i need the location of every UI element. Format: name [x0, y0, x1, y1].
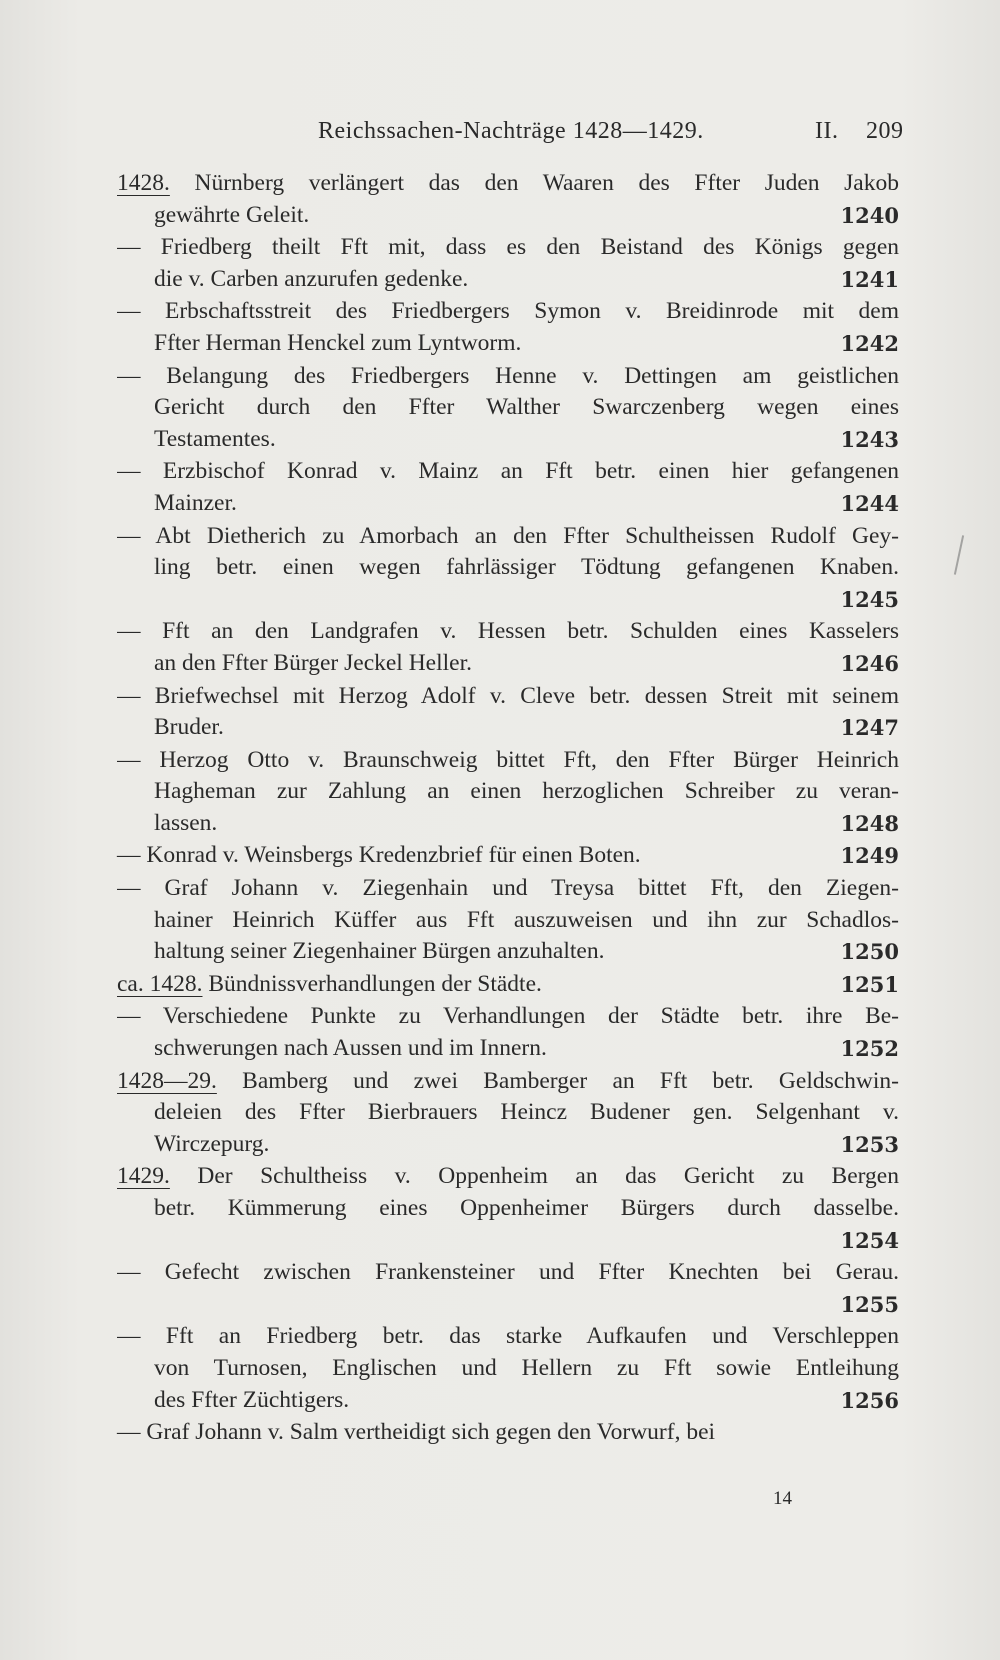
register-entry [117, 1417, 899, 1449]
entry-line [117, 200, 899, 232]
entry-number: 1253 [840, 1131, 899, 1157]
entry-list [117, 168, 899, 1449]
entry-number: 1248 [840, 810, 899, 836]
entry-line [117, 521, 899, 553]
register-entry [117, 296, 899, 359]
entry-number: 1252 [840, 1036, 899, 1062]
header-volume: II. [815, 118, 839, 144]
entry-line [117, 1257, 899, 1289]
entry-line [117, 681, 899, 713]
register-entry [117, 521, 899, 616]
register-entry [117, 456, 899, 519]
entry-number: 1243 [840, 426, 899, 452]
entry-text: — Belangung des Friedbergers Henne v. Dettingen am geistlichen [117, 362, 899, 389]
entry-text: Wirczepurg. [154, 1130, 270, 1157]
entry-line [117, 1161, 899, 1193]
entry-line [117, 840, 899, 872]
entry-number: 1245 [840, 586, 899, 612]
entry-line [117, 328, 899, 360]
entry-line [117, 1385, 899, 1417]
entry-number: 1246 [840, 650, 899, 676]
entry-text: — Konrad v. Weinsbergs Kredenzbrief für einen Boten. [117, 842, 641, 869]
entry-line [117, 969, 899, 1001]
entry-number-line [117, 1225, 899, 1257]
entry-line [117, 1129, 899, 1161]
entry-line [117, 1001, 899, 1033]
entry-number: 1249 [840, 843, 899, 869]
entry-number-line [117, 584, 899, 616]
entry-number: 1254 [840, 1227, 899, 1253]
entry-text: Testamentes. [154, 425, 276, 452]
register-entry [117, 361, 899, 456]
entry-line [117, 776, 899, 808]
register-entry [117, 969, 899, 1001]
register-entry [117, 1257, 899, 1320]
entry-line [117, 936, 899, 968]
entry-text: deleien des Ffter Bierbrauers Heincz Budener gen. Selgenhant v. [154, 1099, 899, 1126]
entry-line [117, 424, 899, 456]
entry-text: des Ffter Züchtigers. [154, 1386, 350, 1413]
entry-text: — Gefecht zwischen Frankensteiner und Ffter Knechten bei Gerau. [117, 1259, 899, 1286]
entry-date: 1429. [117, 1163, 170, 1190]
entry-line [117, 1033, 899, 1065]
entry-line [117, 361, 899, 393]
entry-line [117, 488, 899, 520]
entry-line [117, 1353, 899, 1385]
entry-text: — Erzbischof Konrad v. Mainz an Fft betr. einen hier gefangenen [117, 458, 899, 485]
entry-text: ling betr. einen wegen fahrlässiger Tödtung gefangenen Knaben. [154, 554, 899, 581]
register-entry [117, 840, 899, 872]
entry-number: 1250 [840, 939, 899, 965]
register-entry [117, 1161, 899, 1256]
entry-text: Bruder. [154, 714, 224, 741]
entry-line [117, 1321, 899, 1353]
entry-line [117, 1097, 899, 1129]
register-entry [117, 1066, 899, 1161]
entry-number: 1251 [840, 971, 899, 997]
entry-text: betr. Kümmerung eines Oppenheimer Bürgers durch dasselbe. [154, 1195, 899, 1221]
entry-number: 1247 [840, 715, 899, 741]
entry-line [117, 745, 899, 777]
entry-number-line [117, 1289, 899, 1321]
register-entry [117, 873, 899, 968]
entry-line [117, 456, 899, 488]
register-entry [117, 232, 899, 295]
register-entry [117, 616, 899, 679]
entry-text: Mainzer. [154, 489, 237, 516]
entry-text: — Verschiedene Punkte zu Verhandlungen der Städte betr. ihre Be- [117, 1003, 899, 1030]
entry-line [117, 264, 899, 296]
register-entry [117, 745, 899, 840]
entry-number: 1244 [840, 490, 899, 516]
entry-line [117, 648, 899, 680]
entry-date: ca. 1428. [117, 970, 203, 997]
entry-text: — Friedberg theilt Fft mit, dass es den Beistand des Königs gegen [117, 234, 899, 261]
entry-text: lassen. [154, 809, 218, 836]
entry-text: Gericht durch den Ffter Walther Swarczenberg wegen eines [154, 394, 899, 421]
entry-line [117, 392, 899, 424]
entry-line [117, 232, 899, 264]
entry-number: 1242 [840, 330, 899, 356]
running-header [0, 118, 1000, 154]
register-entry [117, 681, 899, 744]
entry-text: hainer Heinrich Küffer aus Fft auszuweisen und ihn zur Schadlos- [154, 906, 899, 933]
register-entry [117, 168, 899, 231]
entry-date: 1428. [117, 170, 170, 196]
entry-line [117, 1193, 899, 1225]
entry-line [117, 552, 899, 584]
entry-text: Bündnissverhandlungen der Städte. [208, 970, 542, 997]
entry-text: gewährte Geleit. [154, 201, 310, 228]
entry-text: an den Ffter Bürger Jeckel Heller. [154, 649, 473, 676]
entry-text: Nürnberg verlängert das den Waaren des Ffter Juden Jakob [194, 170, 899, 196]
entry-text: — Graf Johann v. Salm vertheidigt sich gegen den Vorwurf, bei [117, 1419, 716, 1446]
entry-text: schwerungen nach Aussen und im Innern. [154, 1035, 547, 1062]
register-entry [117, 1321, 899, 1416]
entry-number: 1241 [840, 266, 899, 292]
entry-text: — Herzog Otto v. Braunschweig bittet Fft, den Ffter Bürger Heinrich [117, 746, 899, 773]
entry-text: Bamberg und zwei Bamberger an Fft betr. Geldschwin- [242, 1067, 899, 1094]
entry-text: — Fft an den Landgrafen v. Hessen betr. Schulden eines Kasselers [117, 618, 899, 645]
entry-number: 1256 [840, 1387, 899, 1413]
entry-text: — Abt Dietherich zu Amorbach an den Ffter Schultheissen Rudolf Gey- [117, 522, 899, 549]
entry-line [117, 873, 899, 905]
entry-text: die v. Carben anzurufen gedenke. [154, 265, 469, 292]
entry-line [117, 712, 899, 744]
entry-text: Hagheman zur Zahlung an einen herzoglichen Schreiber zu veran- [154, 778, 899, 805]
entry-line [117, 168, 899, 200]
entry-line [117, 296, 899, 328]
entry-line [117, 905, 899, 937]
entry-number: 1240 [840, 202, 899, 228]
entry-line [117, 1417, 899, 1449]
entry-text: — Fft an Friedberg betr. das starke Aufkaufen und Verschleppen [117, 1323, 899, 1350]
header-title: Reichssachen-Nachträge 1428—1429. [318, 118, 704, 144]
entry-text: Ffter Herman Henckel zum Lyntworm. [154, 329, 522, 356]
entry-text: von Turnosen, Englischen und Hellern zu Fft sowie Entleihung [154, 1354, 899, 1381]
entry-date: 1428—29. [117, 1067, 217, 1094]
entry-text: — Erbschaftsstreit des Friedbergers Symon v. Breidinrode mit dem [117, 298, 899, 325]
margin-mark [954, 535, 964, 575]
signature-mark: 14 [773, 1488, 792, 1509]
register-entry [117, 1001, 899, 1064]
entry-text: Der Schultheiss v. Oppenheim an das Gericht zu Bergen [197, 1163, 899, 1190]
page-number: 209 [866, 118, 904, 144]
entry-number: 1255 [840, 1291, 899, 1317]
entry-line [117, 808, 899, 840]
entry-text: — Graf Johann v. Ziegenhain und Treysa bittet Fft, den Ziegen- [117, 875, 899, 902]
entry-text: — Briefwechsel mit Herzog Adolf v. Cleve betr. dessen Streit mit seinem [117, 682, 899, 709]
entry-line [117, 1066, 899, 1098]
entry-text: haltung seiner Ziegenhainer Bürgen anzuhalten. [154, 938, 605, 965]
entry-line [117, 616, 899, 648]
